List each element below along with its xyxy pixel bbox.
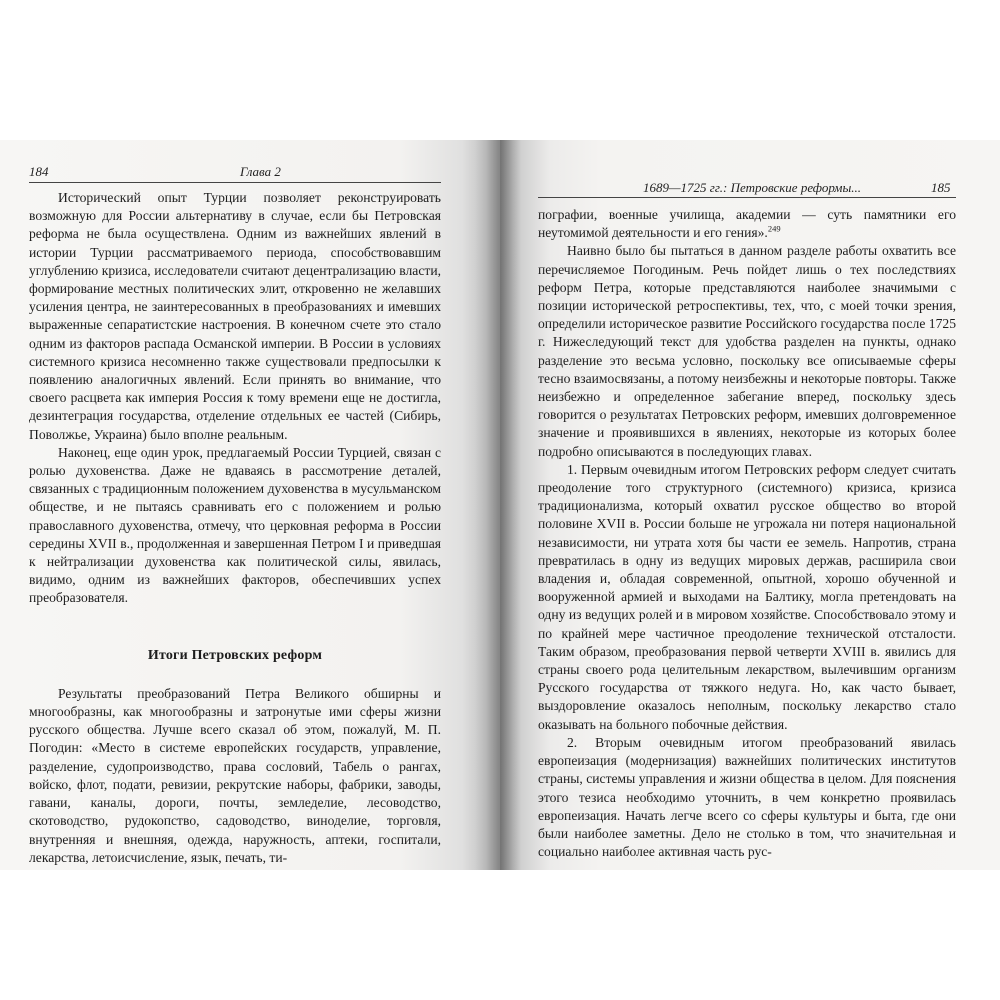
right-paragraph: 2. Вторым очевидным итогом преобразований явилась европеизация (модернизация) важнейших политических институтов страны, системы управления и жизни общества в целом. Для пояснения этого тезиса необходимо уточнить, в чем конкретно проявилась европеизация. Начать легче всего со сферы культуры и быта, где они были наиболее заметны. Дело не столько в том, что значительная и социально наиболее активная часть рус- [538,734,956,860]
right-header-rule [538,197,956,198]
right-paragraph: Наивно было бы пытаться в данном разделе работы охватить все перечисляемое Погодиным. Речь пойдет лишь о тех последствиях реформ Петра, которые представляются наиболее значимыми с позиции исторической ретроспективы, тех, что, с моей точки зрения, определили историческое развитие Российского государства после 1725 г. Нижеследующий текст для удобства разделен на пункты, однако разделение это весьма условно, поскольку все описываемые сферы тесно взаимосвязаны, а потому неизбежны и некоторые повторы. Также неизбежно и определенное забегание вперед, поскольку здесь говорится о результатах Петровских реформ, имевших долговременное значение и проявившихся в явлениях, некоторые из которых более подробно описываются в последующих главах. [538,243,956,459]
left-running-head: Глава 2 [240,164,281,179]
section-heading: Итоги Петровских реформ [147,647,323,663]
continuation-text: пографии, военные училища, академии — суть памятники его неутомимой деятельности и его гения». [538,207,956,241]
left-page-number: 184 [29,164,49,179]
right-page-body [538,206,956,861]
left-paragraph: Наконец, еще один урок, предлагаемый России Турцией, связан с ролью духовенства. Даже не вдаваясь в рассмотрение деталей, связанных с традиционным положением духовенства в мусульманском обществе, и не пытаясь сравнивать его с положением и ролью православного духовенства, отмечу, что церковная реформа в России середины XVII в., продолженная и завершенная Петром I и приведшая к нейтрализации духовенства как политической силы, явилась, видимо, одним из важнейших факторов, обеспечивших успех преобразователя. [29,444,441,606]
left-paragraph: Результаты преобразований Петра Великого обширны и многообразны, как многообразны и затронутые ими сферы жизни русского общества. Лучше всего сказал об этом, пожалуй, М. П. Погодин: «Место в системе европейских государств, управление, разделение, судопроизводство, права сословий, Табель о рангах, войско, флот, подати, ревизии, рекрутские наборы, фабрики, заводы, гавани, каналы, дороги, почты, земледелие, лесоводство, скотоводство, рудокопство, садоводство, виноделие, торговля, внутренняя и внешняя, одежда, наружность, аптеки, госпитали, лекарства, летоисчисление, язык, печать, ти- [29,685,441,865]
left-header-rule [29,182,441,183]
right-running-head: 1689—1725 гг.: Петровские реформы... [643,180,862,195]
right-paragraph: 1. Первым очевидным итогом Петровских реформ следует считать преодоление того структурного (системного) кризиса, кризиса традиционализма, который охватил русское общество во второй половине XVII в. России больше не угрожала ни потеря национальной независимости, ни утрата хотя бы части ее земель. Напротив, страна превратилась в одну из ведущих мировых держав, расширила свои владения и, обладая современной, опытной, хорошо обученной и вооруженной армией и выходами на Балтику, могла претендовать на одну из ведущих ролей и в мировом хозяйстве. Способствовало этому и по крайней мере частичное преодоление технической отсталости. Таким образом, преобразования первой четверти XVIII в. явились для страны своего рода целительным лекарством, вылечившим организм Русского государства от тяжкого недуга. Но, как часто бывает, выздоровление оказалось неполным, поскольку лекарство стало оказывать на больного побочные действия. [538,461,956,732]
left-page-body [29,189,441,867]
footnote-ref: 249 [767,223,781,234]
left-paragraph: Исторический опыт Турции позволяет реконструировать возможную для России альтернативу в случае, если бы Петровская реформа не была осуществлена. Одним из важнейших явлений в истории Турции рассматриваемого периода, способствовавшим углублению кризиса, исследователи считают децентрализацию власти, формирование местных политических элит, откровенно не желавших усиления центра, не заинтересованных в преобразованиях и имевших выраженные сепаратистские настроения. В конечном счете это стало одним из факторов распада Османской империи. В России в условиях системного кризиса несомненно также существовали предпосылки к появлению аналогичных явлений. Если принять во внимание, что своего расцвета как империя Россия к тому времени еще не достигла, дезинтеграция государства, отделение отдельных ее частей (Сибирь, Поволжье, Украина) было вполне реальным. [29,190,441,442]
right-page-number: 185 [931,180,951,195]
right-continuation [538,206,956,242]
